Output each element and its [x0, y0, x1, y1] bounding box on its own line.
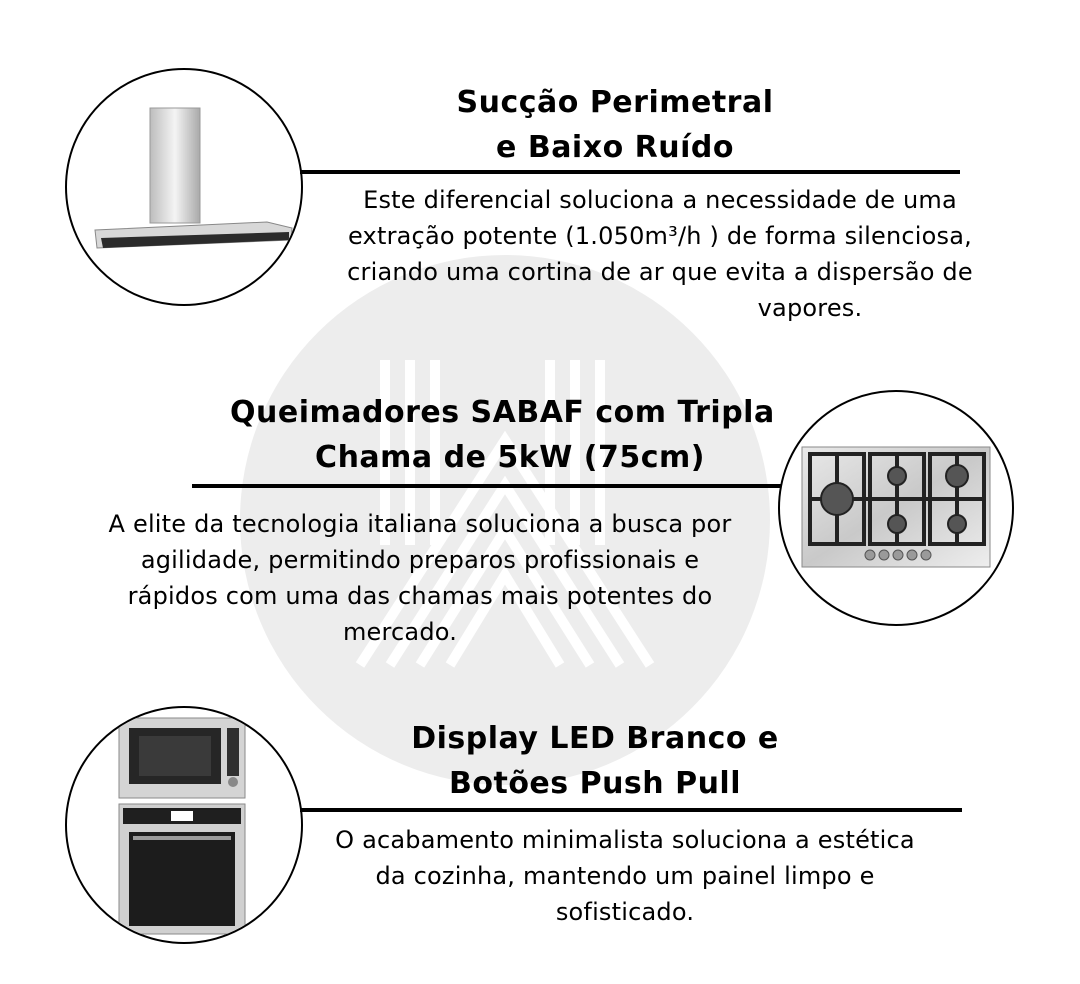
- description-line: O acabamento minimalista soluciona a estética: [335, 826, 915, 854]
- description-line: vapores.: [757, 294, 863, 322]
- feature-title-line: e Baixo Ruído: [496, 130, 734, 165]
- range-hood-image: [65, 68, 303, 306]
- gas-cooktop-icon: [780, 392, 1012, 624]
- feature-title-line: Botões Push Pull: [449, 766, 741, 801]
- feature-title-line: Sucção Perimetral: [456, 85, 774, 120]
- built-in-oven-image: [65, 706, 303, 944]
- description-line: A elite da tecnologia italiana soluciona a busca por: [108, 510, 732, 538]
- description-line: Este diferencial soluciona a necessidade de uma: [363, 186, 957, 214]
- feature-description: [300, 822, 950, 930]
- description-line: extração potente (1.050m³/h ) de forma silenciosa,: [348, 222, 972, 250]
- feature-description: [40, 506, 800, 650]
- feature-title: [450, 80, 780, 170]
- feature-title-line: Chama de 5kW (75cm): [315, 440, 705, 475]
- description-line: da cozinha, mantendo um painel limpo e: [375, 862, 875, 890]
- description-line: sofisticado.: [555, 898, 695, 926]
- description-line: mercado.: [342, 618, 458, 646]
- description-line: criando uma cortina de ar que evita a dispersão de: [347, 258, 973, 286]
- description-line: rápidos com uma das chamas mais potentes do: [127, 582, 713, 610]
- divider-line: [300, 170, 960, 174]
- feature-title-line: Queimadores SABAF com Tripla: [230, 395, 775, 430]
- description-line: agilidade, permitindo preparos profissionais e: [140, 546, 700, 574]
- built-in-oven-icon: [67, 708, 301, 942]
- feature-title: [230, 390, 775, 480]
- divider-line: [192, 484, 787, 488]
- feature-description: [300, 182, 1020, 326]
- divider-line: [300, 808, 962, 812]
- feature-title-line: Display LED Branco e: [411, 721, 779, 756]
- gas-cooktop-image: [778, 390, 1014, 626]
- range-hood-icon: [67, 70, 301, 304]
- feature-title: [395, 716, 795, 806]
